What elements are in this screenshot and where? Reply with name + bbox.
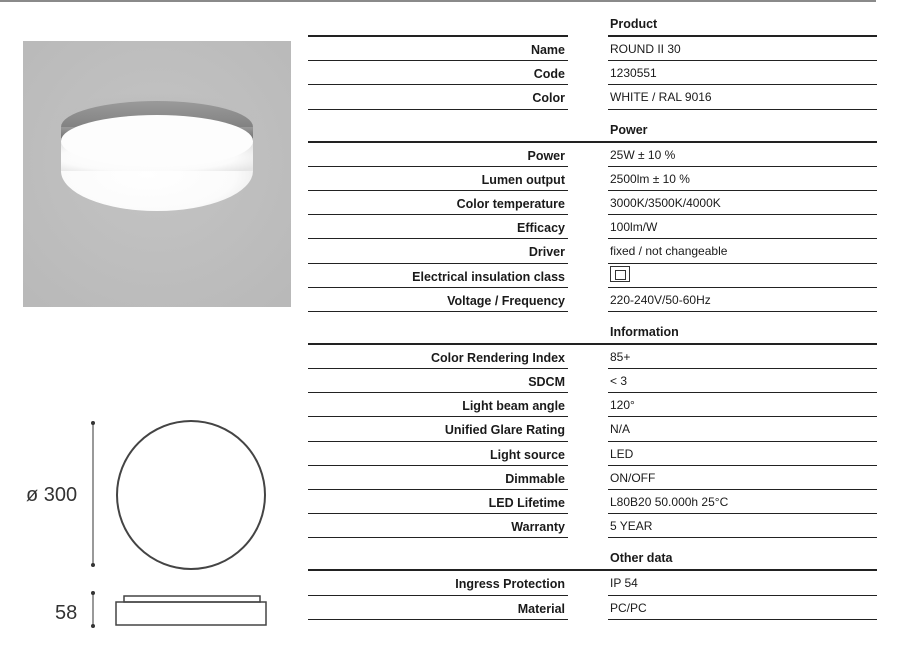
- spec-label: Dimmable: [505, 471, 565, 486]
- spec-row-light-source: [308, 442, 877, 466]
- spec-row-led-lifetime: [308, 490, 877, 514]
- spec-label: Efficacy: [517, 221, 565, 236]
- section-header-other-data: [308, 546, 877, 571]
- spec-label: Code: [533, 67, 565, 82]
- spec-row-warranty: [308, 514, 877, 538]
- spec-value: fixed / not changeable: [610, 244, 728, 259]
- spec-value: < 3: [610, 374, 628, 389]
- height-label: 58: [55, 602, 78, 624]
- spec-value: [610, 269, 630, 288]
- spec-table: [308, 12, 877, 620]
- spec-row-cri: [308, 345, 877, 369]
- spec-label: Color: [532, 91, 565, 106]
- section-header-product: [308, 12, 877, 37]
- spec-value: 100lm/W: [610, 220, 658, 235]
- section-title: Power: [610, 122, 648, 137]
- spec-value: 220-240V/50-60Hz: [610, 292, 711, 307]
- spec-label: Lumen output: [481, 172, 565, 187]
- spec-row-voltage-frequency: [308, 288, 877, 312]
- product-photo: [23, 41, 291, 307]
- spec-value: 3000K/3500K/4000K: [610, 195, 721, 210]
- spec-label: Material: [517, 601, 565, 616]
- spec-value: N/A: [610, 422, 631, 437]
- spec-value: 2500lm ± 10 %: [610, 171, 690, 186]
- spec-row-efficacy: [308, 215, 877, 239]
- spec-label: Color Rendering Index: [430, 350, 565, 365]
- spec-row-color-temperature: [308, 191, 877, 215]
- spec-label: Electrical insulation class: [412, 269, 565, 284]
- spec-value: 120°: [610, 398, 635, 413]
- spec-label: Power: [527, 148, 565, 163]
- spec-label: Unified Glare Rating: [444, 423, 565, 438]
- spec-row-power: [308, 143, 877, 167]
- spec-row-electrical-insulation-class: [308, 264, 877, 288]
- section-title: Product: [610, 17, 658, 31]
- spec-value: LED: [610, 446, 634, 461]
- dimension-drawing: [0, 405, 300, 645]
- spec-row-ingress-protection: [308, 571, 877, 595]
- spec-value: PC/PC: [610, 600, 647, 615]
- spec-row-lumen-output: [308, 167, 877, 191]
- spec-row-sdcm: [308, 369, 877, 393]
- spec-value: ROUND II 30: [610, 42, 681, 56]
- spec-label: LED Lifetime: [488, 496, 565, 510]
- spec-row-dimmable: [308, 466, 877, 490]
- section-header-power: [308, 118, 877, 143]
- spec-label: SDCM: [528, 375, 565, 390]
- spec-value: 85+: [610, 349, 631, 364]
- spec-value: WHITE / RAL 9016: [610, 90, 712, 105]
- spec-label: Color temperature: [456, 196, 565, 211]
- diameter-label: ø 300: [26, 484, 78, 506]
- spec-row-color: [308, 85, 877, 109]
- spec-value: ON/OFF: [610, 470, 656, 485]
- spec-value: L80B20 50.000h 25°C: [610, 495, 729, 509]
- spec-row-material: [308, 596, 877, 620]
- spec-value: 25W ± 10 %: [610, 147, 676, 162]
- spec-label: Ingress Protection: [455, 577, 565, 592]
- spec-value: 1230551: [610, 66, 657, 81]
- insulation-class-ii-icon: [610, 266, 630, 282]
- spec-value: IP 54: [610, 576, 638, 591]
- spec-label: Voltage / Frequency: [447, 293, 565, 308]
- spec-row-beam-angle: [308, 393, 877, 417]
- spec-label: Light source: [489, 447, 565, 462]
- spec-row-ugr: [308, 417, 877, 441]
- spec-label: Warranty: [511, 520, 565, 535]
- spec-row-code: [308, 61, 877, 85]
- spec-row-name: [308, 37, 877, 61]
- top-rule: [0, 0, 876, 2]
- spec-label: Name: [530, 43, 565, 57]
- spec-label: Light beam angle: [462, 399, 565, 414]
- section-title: Other data: [610, 551, 673, 566]
- section-header-information: [308, 320, 877, 345]
- spec-label: Driver: [528, 245, 565, 260]
- section-title: Information: [610, 324, 679, 339]
- spec-row-driver: [308, 239, 877, 263]
- spec-value: 5 YEAR: [610, 519, 653, 534]
